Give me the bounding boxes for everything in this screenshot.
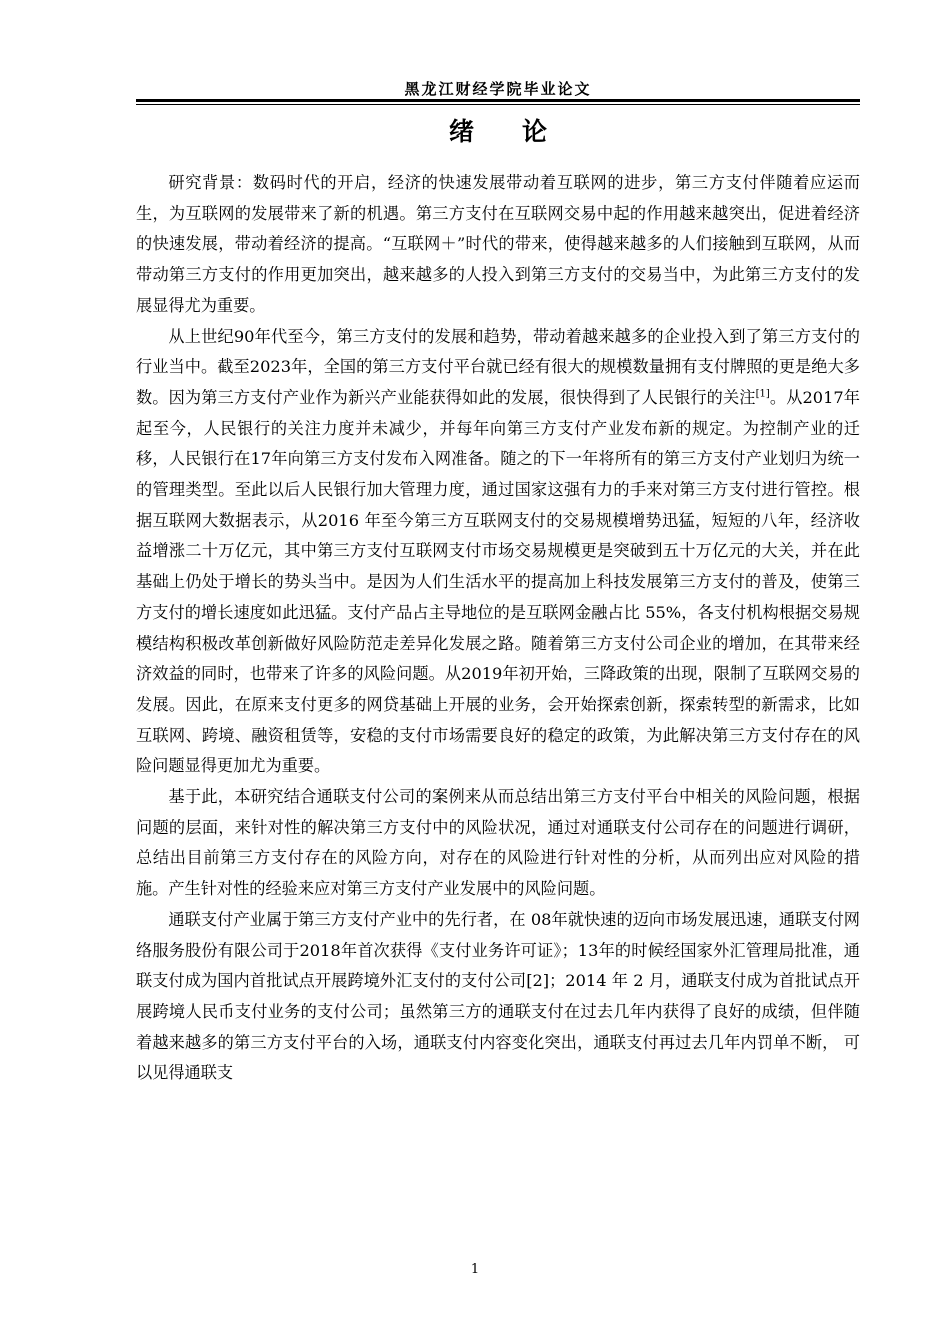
- paragraph-development: [136, 322, 860, 783]
- paragraph-background: 研究背景：数码时代的开启，经济的快速发展带动着互联网的进步，第三方支付伴随着应运而生，为互联网的发展带来了新的机遇。第三方支付在互联网交易中起的作用越来越突出，促进着经济的快速发展，带动着经济的提高。“互联网＋”时代的带来，使得越来越多的人们接触到互联网，从而带动第三方支付的作用更加突出，越来越多的人投入到第三方支付的交易当中，为此第三方支付的发展显得尤为重要。: [136, 173, 860, 315]
- citation-ref: [1]: [755, 388, 770, 400]
- page-title: 绪论: [448, 117, 595, 146]
- running-header: 黑龙江财经学院毕业论文: [404, 80, 592, 98]
- paragraph-purpose: 基于此，本研究结合通联支付公司的案例来从而总结出第三方支付平台中相关的风险问题，根据问题的层面，来针对性的解决第三方支付中的风险状况，通过对通联支付公司存在的问题进行调研，总结出目前第三方支付存在的风险方向，对存在的风险进行针对性的分析，从而列出应对风险的措施。产生针对性的经验来应对第三方支付产业发展中的风险问题。: [136, 787, 860, 899]
- paragraph-text: 。从2017年起至今，人民银行的关注力度并未减少，并每年向第三方支付产业发布新的规定。为控制产业的迁移，人民银行在17年向第三方支付发布入网准备。随之的下一年将所有的第三方支付产业划归为统一的管理类型。至此以后人民银行加大管理力度，通过国家这强有力的手来对第三方支付进行管控。根据互联网大数据表示，从2016 年至今第三方互联网支付的交易规模增势迅猛，短短的八年，经济收益增涨二十万亿元，其中第三方支付互联网支付市场交易规模更是突破到五十万亿元的大关，并在此基础上仍处于增长的势头当中。是因为人们生活水平的提高加上科技发展第三方支付的普及，使第三方支付的增长速度如此迅猛。支付产品占主导地位的是互联网金融占比 55%，各支付机构根据交易规模结构积极改革创新做好风险防范走差异化发展之路。随着第三方支付公司企业的增加，在其带来经济效益的同时，也带来了许多的风险问题。从2019年初开始，三降政策的出现，限制了互联网交易的发展。因此，在原来支付更多的网贷基础上开展的业务，会开始探索创新，探索转型的新需求，比如互联网、跨境、融资租赁等，安稳的支付市场需要良好的稳定的政策，为此解决第三方支付存在的风险问题显得更加尤为重要。: [136, 387, 860, 776]
- header-rule-thick: [136, 99, 860, 102]
- paragraph-text: 从上世纪90年代至今，第三方支付的发展和趋势，带动着越来越多的企业投入到了第三方支付的行业当中。截至2023年，全国的第三方支付平台就已经有很大的规模数量拥有支付牌照的更是绝大多数。因为第三方支付产业作为新兴产业能获得如此的发展，很快得到了人民银行的关注: [136, 326, 860, 407]
- paragraph-allinpay: 通联支付产业属于第三方支付产业中的先行者，在 08年就快速的迈向市场发展迅速，通联支付网络服务股份有限公司于2018年首次获得《支付业务许可证》；13年的时候经国家外汇管理局批准，通联支付成为国内首批试点开展跨境外汇支付的支付公司[2]；2014 年 2 月，通联支付成为首批试点开展跨境人民币支付业务的支付公司；虽然第三方的通联支付在过去几年内获得了良好的成绩，但伴随着越来越多的第三方支付平台的入场，通联支付内容变化突出，通联支付再过去几年内罚单不断， 可以见得通联支: [136, 909, 860, 1083]
- header-rule-thin: [136, 104, 860, 105]
- page-number: 1: [470, 1262, 480, 1277]
- body-text: [136, 168, 860, 1089]
